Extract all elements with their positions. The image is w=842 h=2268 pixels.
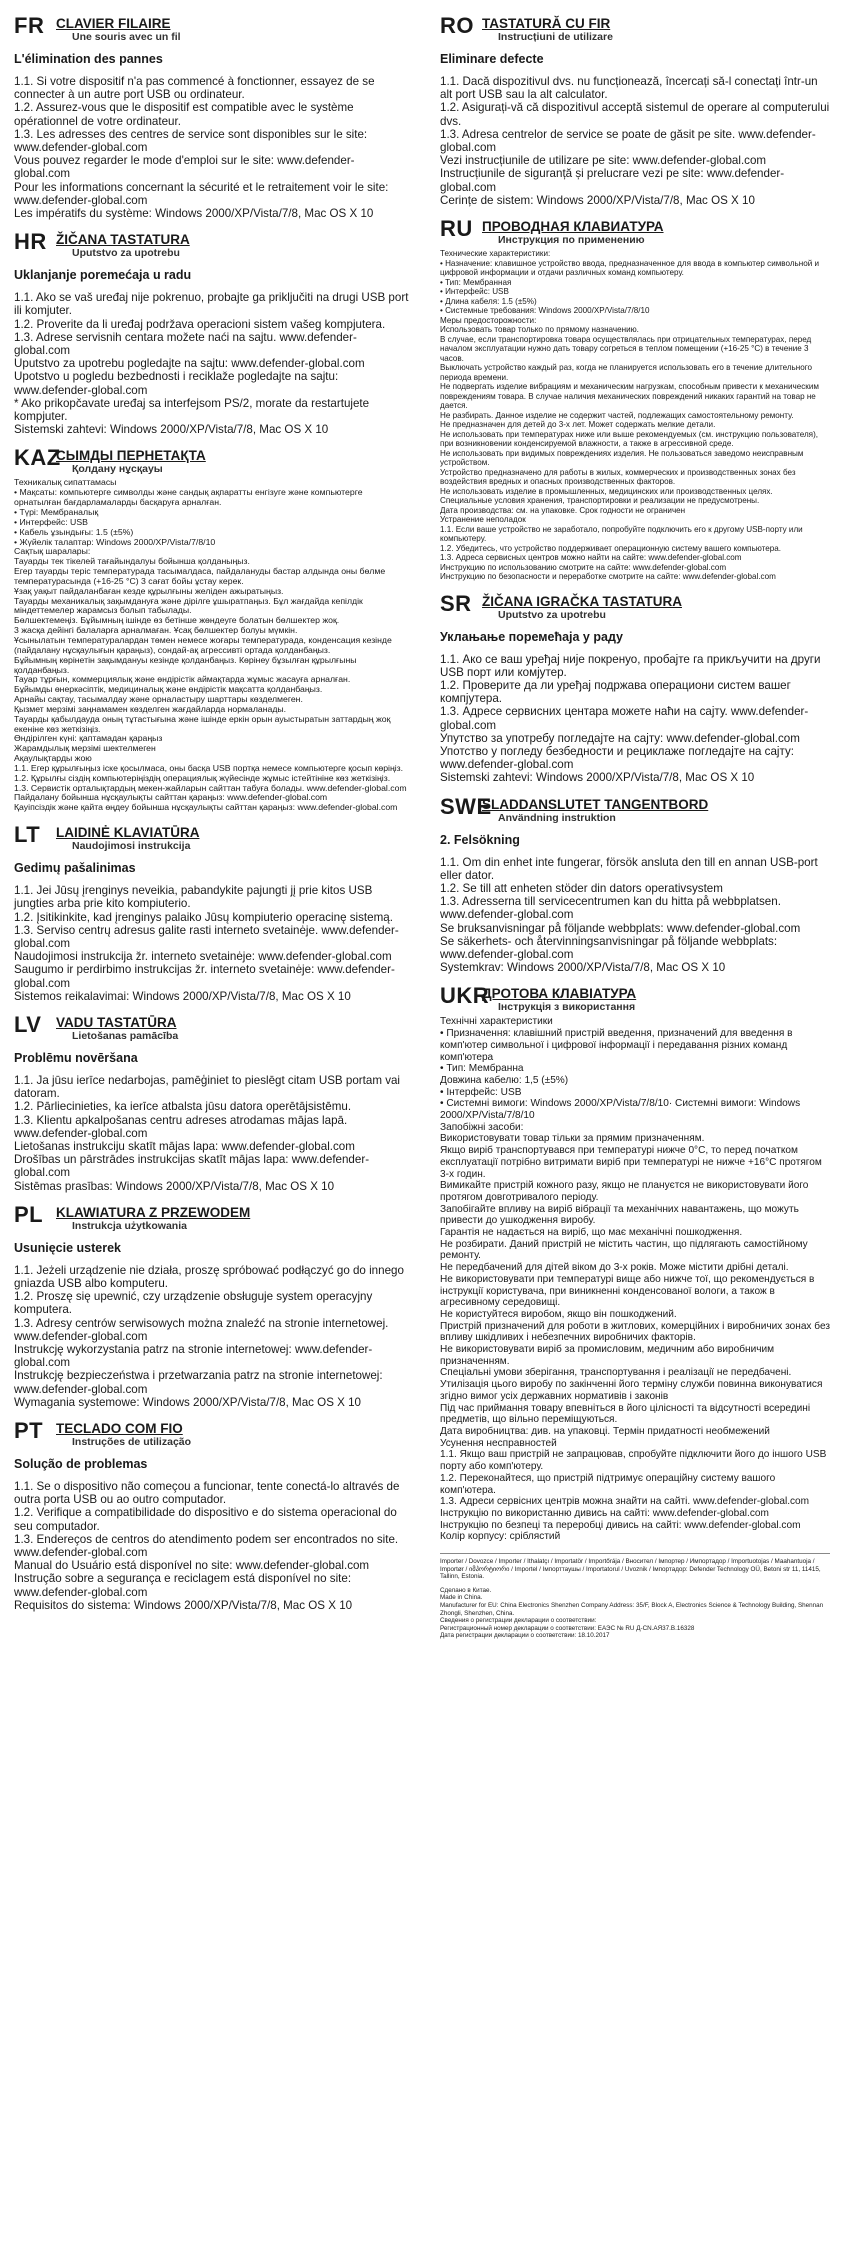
language-code: LV [14, 1011, 42, 1037]
language-code: FR [14, 13, 45, 38]
product-title: TECLADO COM FIO [56, 1421, 183, 1437]
section-body: 1.1. Ако се ваш уређај није покренуо, пробајте га прикључити на други USB порт или комјутер. 1.2. Проверите да ли уређај подржава операциони систем вашег компјутера. 1.3. Адресе сервисних центара можете наћи на сајту. www.defender-global.com Упутство за употребу погледајте на сајту: www.defender-global.com Употство у погледу безбедности и рециклаже погледајте на сајту: www.defender-global.com Sistemski zahtevi: Windows 2000/XP/Vista/7/8, Mac OS X 10 [440, 652, 821, 785]
section-header [440, 592, 830, 622]
manufacturer-text: Сделано в Китае. Made in China. Manufacturer for EU: China Electronics Shenzhen Company Address: 35/F, Block A, Electronics Science & Technology Building, Shennan Zhongli, Shenzhen, China. Сведения о регистрации декларации о соответствии: Регистрационный номер декларации о соответствии: ЕАЭС № RU Д-CN.АЯ37.В.16328 Дата регистрации декларации о соответствии: 18.10.2017 [440, 1586, 824, 1640]
section-titles [56, 1419, 410, 1449]
section-hr [14, 230, 410, 436]
section-titles [482, 795, 830, 825]
section-titles [56, 230, 410, 260]
section-heading: Уклањање поремећаја у раду [440, 629, 623, 644]
product-subtitle: Naudojimosi instrukcija [72, 840, 191, 853]
section-ru [440, 217, 830, 582]
section-header [440, 217, 830, 247]
product-subtitle: Une souris avec un fil [72, 31, 181, 43]
section-body: 1.1. Ja jūsu ierīce nedarbojas, pamēģiniet to pieslēgt citam USB portam vai datoram. 1.2. Pārliecinieties, ka ierīce atbalsta jūsu datora operētājsistēmu. 1.3. Klientu apkalpošanas centru adreses atrodamas mājas lapā. www.defender-global.com Lietošanas instrukciju skatīt mājas lapa: www.defender-global.com Drošības un pārstrādes instrukcijas skatīt mājas lapa: www.defender-global.com Sistēmas prasības: Windows 2000/XP/Vista/7/8, Mac OS X 10 [14, 1073, 401, 1193]
product-title: SLADDANSLUTET TANGENTBORD [482, 796, 709, 812]
product-title: ŽIČANA TASTATURA [56, 232, 190, 248]
section-body: 1.1. Se o dispositivo não começou a funcionar, tente conectá-lo altravés de outra porta USB ou ao outro computador. 1.2. Verifique a compatibilidade do dispositivo e do sistema operacional do seu computador. 1.3. Endereços de centros do atendimento podem ser encontrados no site. www.defender-global.com Manual do Usuário está disponível no site: www.defender-global.com Instrução sobre a segurança e reciclagem está disponível no site: www.defender-global.com Requisitos do sistema: Windows 2000/XP/Vista/7/8, Mac OS X 10 [14, 1480, 400, 1612]
section-heading: Usunięcie usterek [14, 1240, 121, 1255]
section-header [14, 1419, 410, 1449]
section-titles [482, 592, 830, 622]
language-code: HR [14, 229, 47, 255]
section-ro [440, 14, 830, 207]
product-subtitle: Инструкция по применению [498, 234, 645, 247]
section-header [14, 14, 410, 44]
section-titles [482, 217, 830, 247]
section-lt [14, 823, 410, 1003]
language-code: SR [440, 590, 472, 616]
product-title: LAIDINĖ KLAVIATŪRA [56, 825, 200, 841]
section-header [14, 1013, 410, 1043]
section-body: 1.1. Jeżeli urządzenie nie działa, proszę spróbować podłączyć go do innego gniazda USB albo komputeru. 1.2. Proszę się upewnić, czy urządzenie obsługuje system operacyjny komputera. 1.3. Adresy centrów serwisowych można znaleźć na stronie internetowej. www.defender-global.com Instrukcję wykorzystania patrz na stronie internetowej: www.defender-global.com Instrukcję bezpieczeństwa i przetwarzania patrz na stronie internetowej: www.defender-global.com Wymagania systemowe: Windows 2000/XP/Vista/7/8, Mac OS X 10 [14, 1263, 404, 1409]
language-code: PL [14, 1201, 44, 1227]
importer-text: Importer / Dovozce / Importer / Ithalatçı / Importatör / Importőrája / Вносител / Імпортер / Импортадор / Importuotojas / Маahantuoja / Importør / იმპორტიორი / Importel / Імпорттаушы / Importatorul / Uvoznik / Імпортадор: Defender Technology OÜ, Betoni str 11, 11415, Tallinn, Estonia. [440, 1558, 823, 1581]
section-header [14, 230, 410, 260]
language-code: PT [14, 1418, 44, 1444]
section-titles [482, 14, 830, 44]
section-pt [14, 1419, 410, 1612]
section-header [14, 446, 410, 476]
section-header [14, 823, 410, 853]
section-lv [14, 1013, 410, 1193]
section-heading: Solução de problemas [14, 1457, 148, 1472]
section-body: 1.1. Om din enhet inte fungerar, försök ansluta den till en annan USB-port eller dator. 1.2. Se till att enheten stöder din dators operativsystem 1.3. Adresserna till servicecentrumen kan du hitta på webbplatsen. www.defender-global.com Se bruksanvisningar på följande webbplats: www.defender-global.com Se säkerhets- och återvinningsanvisningar på följande webbplats: www.defender-global.com Systemkrav: Windows 2000/XP/Vista/7/8, Mac OS X 10 [440, 855, 818, 975]
product-title: ДРОТОВА КЛАВІАТУРА [482, 986, 637, 1002]
product-subtitle: Uputstvo za upotrebu [72, 247, 180, 260]
section-body: 1.1. Ako se vaš uređaj nije pokrenuo, probajte ga priključiti na drugi USB port ili komjuter. 1.2. Proverite da li uređaj podržava operacioni sistem vašeg kompjutera. 1.3. Adrese servisnih centara možete naći na sajtu. www.defender-global.com Uputstvo za upotrebu pogledajte na sajtu: www.defender-global.com Upotstvo u pogledu bezbednosti i reciklaže pogledajte na sajtu: www.defender-global.com * Ako prikopčavate uređaj sa interfejsom PS/2, morate da restartujete kompjuter. Sistemski zahtevi: Windows 2000/XP/Vista/7/8, Mac OS X 10 [14, 291, 409, 437]
section-ukr [440, 984, 830, 1543]
language-code: RU [440, 216, 473, 242]
product-subtitle: Användning instruktion [498, 811, 616, 824]
product-subtitle: Instrukcja użytkowania [72, 1219, 187, 1232]
language-code: RO [440, 13, 474, 38]
section-body: 1.1. Si votre dispositif n'a pas commencé à fonctionner, essayez de se connecter à un autre port USB ou ordinateur. 1.2. Assurez-vous que le dispositif est compatible avec le système opérationnel de votre ordinateur. 1.3. Les adresses des centres de service sont disponibles sur le site: www.defender-global.com Vous pouvez regarder le mode d'emploi sur le site: www.defender-global.com Pour les informations concernant la sécurité et le retraitement voir le site: www.defender-global.com Les impératifs du système: Windows 2000/XP/Vista/7/8, Mac OS X 10 [14, 75, 389, 221]
product-subtitle: Instruções de utilização [72, 1436, 192, 1449]
product-subtitle: Instrucțiuni de utilizare [498, 31, 613, 43]
section-heading: Uklanjanje poremećaja u radu [14, 268, 192, 283]
section-body: 1.1. Jei Jūsų įrenginys neveikia, pabandykite pajungti jį prie kitos USB jungties arba prie kito kompiuterio. 1.2. Įsitikinkite, kad įrenginys palaiko Jūsų kompiuterio operacinę sistemą. 1.3. Serviso centrų adresus galite rasti interneto svetainėje. www.defender-global.com Naudojimosi instrukcija žr. interneto svetainėje: www.defender-global.com Saugumo ir perdirbimo instrukcijas žr. interneto svetainėje: www.defender-global.com Sistemos reikalavimai: Windows 2000/XP/Vista/7/8, Mac OS X 10 [14, 884, 399, 1003]
left-column [14, 14, 410, 1622]
product-subtitle: Қолдану нұсқауы [72, 463, 163, 476]
section-titles [56, 823, 410, 853]
section-heading: Gedimų pašalinimas [14, 861, 136, 876]
section-fr [14, 14, 410, 220]
importer-footer [440, 1553, 830, 1640]
product-title: ПРОВОДНАЯ КЛАВИАТУРА [482, 219, 664, 235]
section-heading: Eliminare defecte [440, 52, 544, 66]
section-body: Технічні характеристики • Призначення: клавішний пристрій введення, призначений для введення в комп'ютер символьної і цифрової інформації і передавання різних команд комп'ютера • Тип: Мембранна Довжина кабелю: 1,5 (±5%) • Інтерфейс: USB • Системні вимоги: Windows 2000/XP/Vista/7/8/10· Системні вимоги: Windows 2000/XP/Vista/7/8/10 Запобіжні засоби: Використовувати товар тільки за прямим призначенням. Якщо виріб транспортувався при температурі нижче 0°С, то перед початком експлуатації потрібно витримати виріб при температурі не нижче +16°С протягом 3-х годин. Вимикайте пристрій кожного разу, якщо не плануєтся не використовувати його протягом довготривалого періоду. Запобігайте впливу на виріб вібрації та механічних навантажень, що можуть привести до ушкодження виробу. Гарантія не надається на виріб, що має механічні пошкодження. Не розбирати. Даний пристрій не містить частин, що підлягають самостійному ремонту. Не передбачений для дітей віком до 3-х років. Може містити дрібні деталі. Не використовувати при температурі вище або нижче тої, що рекомендується в інструкції користувача, при виникненні конденсованої вологи, а також в агресивному середовищі. Не користуйтеся виробом, якщо він пошкоджений. Пристрій призначений для роботи в житлових, комерційних і виробничих зонах без впливу шкідливих і небезпечних виробничих факторів. Не використовувати виріб за промисловим, медичним або виробничим призначенням. Спеціальні умови зберігання, транспортування і реалізації не передбачені. Утилізація цього виробу по закінченні його терміну служби повинна виконуватися згідно вимог усіх державних нормативів і законів Під час приймання товару впевніться в його цілісності та відсутності всередині предметів, що вільно переміщуються. Дата виробництва: див. на упаковці. Термін придатності необмежений Усунення несправностей 1.1. Якщо ваш пристрій не запрацював, спробуйте підключити його до іншого USB порту або комп'ютеру. 1.2. Переконайтеся, що пристрій підтримує операційну систему вашого комп'ютера. 1.3. Адреси сервісних центрів можна знайти на сайті. www.defender-global.com Інструкцію по використанню дивись на сайті: www.defender-global.com Інструкцію по безпеці та переробці дивись на сайті: www.defender-global.com Колір корпусу: сріблястий [440, 1016, 830, 1543]
section-kaz [14, 446, 410, 813]
section-titles [482, 984, 830, 1014]
section-heading: L'élimination des pannes [14, 52, 163, 66]
section-heading: 2. Felsökning [440, 832, 520, 847]
section-titles [56, 446, 410, 476]
section-body: Техникалық сипаттамасы • Мақсаты: компьютерге символды және сандық ақпаратты енгізуге және компьютерге орнатылған бағдарламаларды басқаруға арналған. • Түрі: Мембраналық • Интерфейс: USB • Кабель ұзындығы: 1.5 (±5%) • Жүйелік талаптар: Windows 2000/XP/Vista/7/8/10 Сақтық шаралары: Тауарды тек тікелей тағайындалуы бойынша қолданыңыз. Егер тауарды теріс температурада тасымалдаса, пайдалануды бастар алдында оны бөлме температурасында (+16-25 °С) 3 сағат бойы ұстау керек. Ұзақ уақыт пайдаланбаған кезде құрылғыны желіден ажыратыңыз. Тауарды механикалық зақымдануға және дірілге ұшыратпаңыз. Бұл жағдайда кепілдік міндеттемелер жарамсыз болып табылады. Бөлшектемеңіз. Бұйымның ішінде өз бетінше жөндеуге болатын бөлшектер жоқ. 3 жасқа дейінгі балаларға арналмаған. Ұсақ бөлшектер болуы мүмкін. Ұсынылатын температуралардан төмен немесе жоғары температурада, конденсация кезінде (пайдалану нұсқаулығын қараңыз), сондай-ақ агрессивті ортада қолданбаңыз. Бұйымның көрінетін зақымдануы кезінде қолданбаңыз. Көрінеу бұзылған құрылғыны қолданбаңыз. Тауар тұрғын, коммерциялық және өндірістік аймақтарда жұмыс жасауға арналған. Бұйымды өнеркәсіптік, медициналық және өндірістік мақсатта қолданбаңыз. Арнайы сақтау, тасымалдау және орналастыру шарттары көзделмеген. Қызмет мерзімі заңнамамен көзделген жағдайларда нормаланады. Тауарды қабылдауда оның тұтастығына және ішінде еркін орын ауыстыратын заттардың жоқ екеніне көз жеткізіңіз. Өндірілген күні: қаптамадан қараңыз Жарамдылық мерзімі шектелмеген Ақаулықтарды жою 1.1. Егер құрылғыңыз іске қосылмаса, оны басқа USB портқа немесе компьютерге қосып көріңіз. 1.2. Құрылғы сіздің компьютеріңіздің операциялық жүйесінде жұмыс істейтініне көз жеткізіңіз. 1.3. Сервистік орталықтардың мекен-жайларын сайттан табуға болады. www.defender-global.com Пайдалану бойынша нұсқаулықты сайттан қараңыз: www.defender-global.com Қауіпсіздік және қайта өңдеу бойынша нұсқаулықты сайттан қараңыз: www.defender-global.com [14, 477, 407, 813]
section-titles [56, 1013, 410, 1043]
section-sr [440, 592, 830, 785]
section-titles [56, 14, 410, 44]
section-pl [14, 1203, 410, 1409]
section-body: 1.1. Dacă dispozitivul dvs. nu funcționează, încercați să-l conectați într-un alt port USB sau la alt calculator. 1.2. Asigurați-vă că dispozitivul acceptă sistemul de operare al computerului dvs. 1.3. Adresa centrelor de service se poate de găsit pe site. www.defender-global.com Vezi instrucțiunile de utilizare pe site: www.defender-global.com Instrucțiunile de siguranță și prelucrare vezi pe site: www.defender-global.com Cerințe de sistem: Windows 2000/XP/Vista/7/8, Mac OS X 10 [440, 75, 830, 207]
product-title: KLAWIATURA Z PRZEWODEM [56, 1204, 251, 1220]
language-code: SWE [440, 793, 492, 819]
product-title: ŽIČANA IGRAČKA TASTATURA [482, 593, 682, 609]
right-column [440, 14, 830, 1640]
product-subtitle: Uputstvo za upotrebu [498, 608, 606, 621]
section-header [14, 1203, 410, 1233]
language-code: UKR [440, 983, 490, 1009]
section-header [440, 14, 830, 44]
section-header [440, 984, 830, 1014]
product-subtitle: Інструкція з використання [498, 1001, 636, 1014]
section-header [440, 795, 830, 825]
product-subtitle: Lietošanas pamācība [72, 1029, 179, 1042]
section-heading: Problēmu novēršana [14, 1050, 138, 1065]
section-swe [440, 795, 830, 975]
product-title: VADU TASTATŪRA [56, 1014, 177, 1030]
product-title: CLAVIER FILAIRE [56, 16, 171, 31]
product-title: TASTATURĂ CU FIR [482, 16, 611, 31]
section-body: Технические характеристики: • Назначение: клавишное устройство ввода, предназначенное для ввода в компьютер символьной и цифровой информации и отдачи различных команд компьютеру. • Тип: Мембранная • Интерфейс: USB • Длина кабеля: 1.5 (±5%) • Системные требования: Windows 2000/XP/Vista/7/8/10 Меры предосторожности: Использовать товар только по прямому назначению. В случае, если транспортировка товара осуществлялась при отрицательных температурах, перед началом эксплуатации нужно дать товару согреться в теплом помещении (+16-25 °С) в течение 3 часов. Выключать устройство каждый раз, когда не планируется использовать его в течение длительного периода времени. Не подвергать изделие вибрациям и механическим нагрузкам, способным привести к механическим повреждениям товара. В случае наличия механических повреждений никаких гарантий на товар не дается. Не разбирать. Данное изделие не содержит частей, подлежащих самостоятельному ремонту. Не предназначен для детей до 3-х лет. Может содержать мелкие детали. Не использовать при температурах ниже или выше рекомендуемых (см. инструкцию пользователя), при возникновении конденсируемой влажности, а также в агрессивной среде. Не использовать при видимых повреждениях изделия. Не пользоваться заведомо неисправным устройством. Устройство предназначено для работы в жилых, коммерческих и производственных зонах без воздействия вредных и опасных производственных факторов. Не использовать изделие в промышленных, медицинских или производственных целях. Специальные условия хранения, транспортировки и реализации не предусмотрены. Дата производства: см. на упаковке. Срок годности не ограничен Устранение неполадок 1.1. Если ваше устройство не заработало, попробуйте подключить его к другому USB-порту или компьютеру. 1.2. Убедитесь, что устройство поддерживает операционную систему вашего компьютера. 1.3. Адреса сервисных центров можно найти на сайте: www.defender-global.com Инструкцию по использованию смотрите на сайте: www.defender-global.com Инструкцию по безопасности и переработке смотрите на сайте: www.defender-global.com [440, 249, 820, 582]
product-title: СЫМДЫ ПЕРНЕТАҚТА [56, 448, 206, 464]
language-code: KAZ [14, 445, 61, 471]
language-code: LT [14, 822, 41, 848]
section-titles [56, 1203, 410, 1233]
